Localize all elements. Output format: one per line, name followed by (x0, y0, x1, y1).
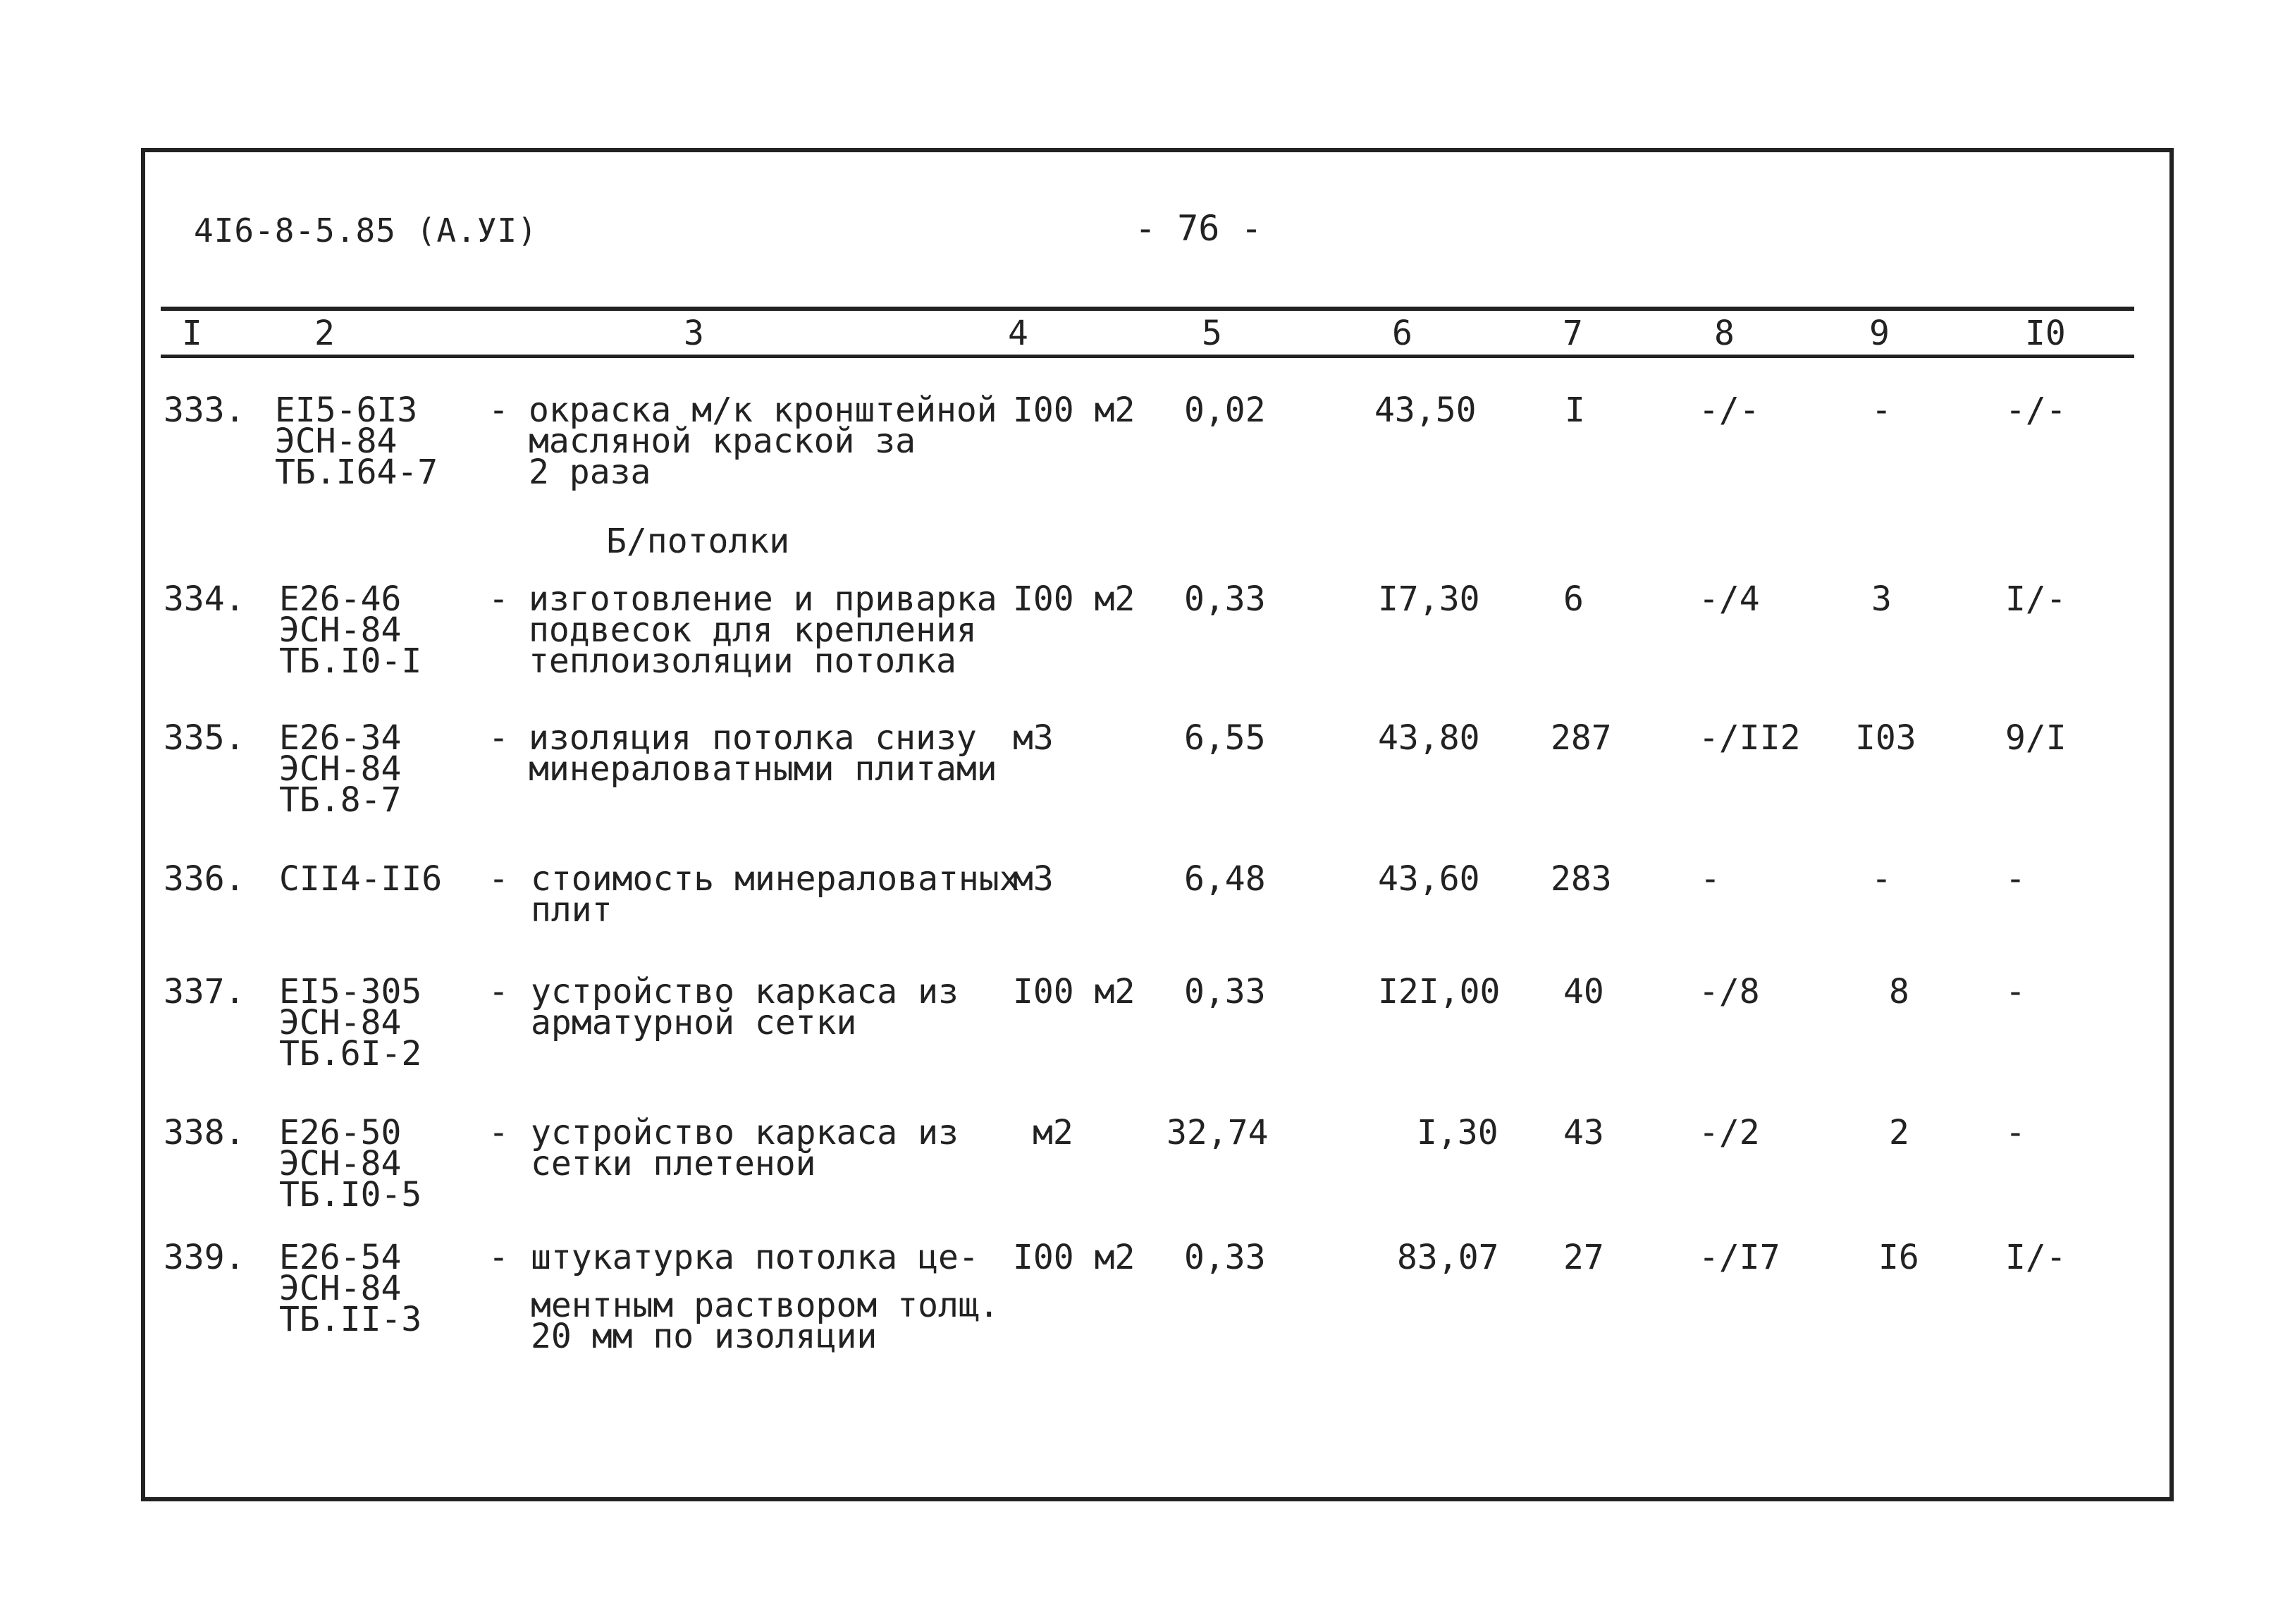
unit-price: I2I,00 (1378, 972, 1501, 1011)
norm-code-line: ЭСН-84 (275, 422, 398, 461)
unit-price: I,30 (1417, 1113, 1498, 1152)
column-number-7: 7 (1563, 314, 1583, 353)
col7-value: 43 (1563, 1113, 1604, 1152)
quantity: 0,33 (1184, 972, 1266, 1011)
column-number-9: 9 (1869, 314, 1890, 353)
col9-value: 3 (1871, 579, 1892, 619)
norm-code-line: EI5-6I3 (275, 390, 418, 430)
description-line: минераловатными плитами (529, 749, 997, 789)
norm-code-line: ТБ.6I-2 (279, 1034, 422, 1074)
norm-code-line: E26-50 (279, 1113, 402, 1152)
dash: - (488, 390, 509, 430)
description-line: арматурной сетки (531, 1003, 857, 1042)
column-number-1: I (182, 314, 202, 353)
quantity: 6,55 (1184, 718, 1266, 758)
norm-code-line: ЭСН-84 (279, 1144, 402, 1183)
col10-value: - (2005, 859, 2026, 899)
unit-price: 83,07 (1397, 1238, 1499, 1277)
col10-value: I/- (2005, 1238, 2067, 1277)
description-line: теплоизоляции потолка (529, 641, 956, 681)
description-line: подвесок для крепления (529, 610, 977, 650)
quantity: 0,33 (1184, 579, 1266, 619)
column-number-8: 8 (1714, 314, 1735, 353)
dash: - (488, 859, 509, 899)
row-number: 333. (164, 390, 245, 430)
norm-code-line: E26-54 (279, 1238, 402, 1277)
col7-value: 287 (1551, 718, 1612, 758)
norm-code-line: ЭСН-84 (279, 1003, 402, 1042)
norm-code-line: E26-46 (279, 579, 402, 619)
unit-price: 43,50 (1374, 390, 1477, 430)
dash: - (488, 718, 509, 758)
col8-value: -/I7 (1699, 1238, 1780, 1277)
row-number: 335. (164, 718, 245, 758)
col9-value: - (1871, 390, 1892, 430)
description-line: сетки плетеной (531, 1144, 816, 1183)
column-number-10: I0 (2025, 314, 2066, 353)
quantity: 6,48 (1184, 859, 1266, 899)
unit: м3 (1013, 859, 1054, 899)
column-number-3: 3 (684, 314, 704, 353)
quantity: 0,02 (1184, 390, 1266, 430)
description-line: плит (531, 890, 612, 930)
column-number-2: 2 (314, 314, 335, 353)
row-number: 338. (164, 1113, 245, 1152)
description-line: масляной краской за (529, 422, 916, 461)
col9-value: 2 (1889, 1113, 1909, 1152)
description-line: штукатурка потолка це- (531, 1238, 979, 1277)
unit-price: I7,30 (1378, 579, 1480, 619)
table-top-rule (161, 307, 2134, 311)
col8-value: -/II2 (1699, 718, 1801, 758)
column-number-4: 4 (1008, 314, 1028, 353)
col7-value: 283 (1551, 859, 1612, 899)
section-title: Б/потолки (606, 522, 790, 561)
norm-code-line: ТБ.I0-5 (279, 1175, 422, 1214)
col9-value: 8 (1889, 972, 1909, 1011)
dash: - (488, 972, 509, 1011)
col7-value: 6 (1563, 579, 1584, 619)
unit: I00 м2 (1013, 579, 1135, 619)
norm-code-line: ЭСН-84 (279, 610, 402, 650)
norm-code-line: ЭСН-84 (279, 1269, 402, 1308)
unit-price: 43,80 (1378, 718, 1480, 758)
col8-value: -/8 (1699, 972, 1760, 1011)
norm-code-line: ТБ.II-3 (279, 1300, 422, 1339)
norm-code-line: ТБ.I64-7 (275, 453, 438, 492)
col7-value: 40 (1563, 972, 1604, 1011)
page-number: - 76 - (1135, 208, 1262, 249)
col10-value: I/- (2005, 579, 2067, 619)
unit-price: 43,60 (1378, 859, 1480, 899)
dash: - (488, 1113, 509, 1152)
unit: I00 м2 (1013, 1238, 1135, 1277)
col10-value: - (2005, 1113, 2026, 1152)
row-number: 339. (164, 1238, 245, 1277)
norm-code-line: ТБ.8-7 (279, 780, 402, 820)
description-line: ментным раствором толщ. (531, 1286, 999, 1325)
description-line: 2 раза (529, 453, 651, 492)
description-line: устройство каркаса из (531, 972, 959, 1011)
col8-value: - (1700, 859, 1720, 899)
column-number-6: 6 (1392, 314, 1412, 353)
col8-value: -/- (1699, 390, 1760, 430)
row-number: 337. (164, 972, 245, 1011)
unit: I00 м2 (1013, 972, 1135, 1011)
description-line: изготовление и приварка (529, 579, 997, 619)
norm-code-line: EI5-305 (279, 972, 422, 1011)
col7-value: I (1565, 390, 1585, 430)
norm-code-line: CII4-II6 (279, 859, 443, 899)
norm-code-line: ТБ.I0-I (279, 641, 422, 681)
col10-value: - (2005, 972, 2026, 1011)
col10-value: 9/I (2005, 718, 2067, 758)
description-line: стоимость минераловатных (531, 859, 1020, 899)
column-number-5: 5 (1202, 314, 1222, 353)
unit: м2 (1033, 1113, 1073, 1152)
quantity: 32,74 (1166, 1113, 1269, 1152)
col9-value: - (1871, 859, 1892, 899)
description-line: устройство каркаса из (531, 1113, 959, 1152)
quantity: 0,33 (1184, 1238, 1266, 1277)
col9-value: I6 (1878, 1238, 1919, 1277)
row-number: 334. (164, 579, 245, 619)
norm-code-line: E26-34 (279, 718, 402, 758)
description-line: 20 мм по изоляции (531, 1317, 878, 1356)
col8-value: -/2 (1699, 1113, 1760, 1152)
dash: - (488, 1238, 509, 1277)
dash: - (488, 579, 509, 619)
col10-value: -/- (2005, 390, 2067, 430)
document-id: 4I6-8-5.85 (А.УI) (194, 211, 538, 250)
unit: м3 (1013, 718, 1054, 758)
row-number: 336. (164, 859, 245, 899)
norm-code-line: ЭСН-84 (279, 749, 402, 789)
unit: I00 м2 (1013, 390, 1135, 430)
description-line: изоляция потолка снизу (529, 718, 977, 758)
col7-value: 27 (1563, 1238, 1604, 1277)
col9-value: I03 (1855, 718, 1916, 758)
description-line: окраска м/к кронштейной (529, 390, 997, 430)
col8-value: -/4 (1699, 579, 1760, 619)
table-header-rule (161, 355, 2134, 358)
